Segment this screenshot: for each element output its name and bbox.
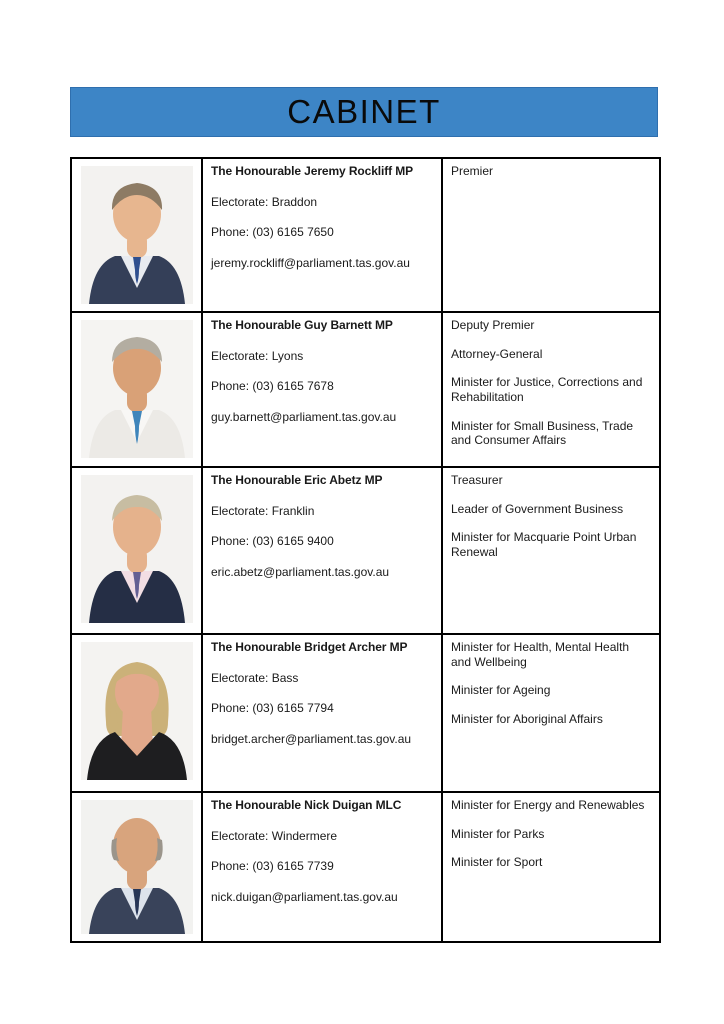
member-photo-cell: [71, 634, 202, 792]
table-row: [71, 158, 660, 312]
member-electorate: Electorate: Windermere: [211, 828, 338, 843]
member-portrait: [81, 800, 193, 934]
member-phone: Phone: (03) 6165 9400: [211, 534, 334, 549]
member-electorate: Electorate: Bass: [211, 670, 299, 685]
member-email: bridget.archer@parliament.tas.gov.au: [211, 731, 412, 746]
member-email: jeremy.rockliff@parliament.tas.gov.au: [211, 255, 410, 270]
member-phone: Phone: (03) 6165 7678: [211, 379, 334, 394]
member-email: guy.barnett@parliament.tas.gov.au: [211, 409, 397, 424]
member-role: Minister for Energy and Renewables: [451, 798, 645, 812]
member-name: The Honourable Guy Barnett MP: [211, 318, 393, 332]
member-role: Minister for Aboriginal Affairs: [451, 711, 603, 726]
member-role: Minister for Justice, Corrections and Rehabilitation: [451, 375, 643, 404]
member-phone: Phone: (03) 6165 7739: [211, 859, 334, 874]
member-portrait: [81, 166, 193, 304]
member-details-cell: [202, 634, 442, 792]
member-portrait: [81, 642, 193, 780]
member-role: Deputy Premier: [451, 318, 535, 332]
member-name: The Honourable Bridget Archer MP: [211, 640, 408, 654]
member-role: Minister for Health, Mental Health and Wellbeing: [451, 640, 630, 669]
table-row: [71, 792, 660, 942]
member-portrait: [81, 475, 193, 623]
member-name: The Honourable Eric Abetz MP: [211, 473, 383, 487]
table-row: [71, 312, 660, 467]
page-title: CABINET: [287, 93, 441, 130]
member-email: eric.abetz@parliament.tas.gov.au: [211, 564, 390, 579]
table-row: [71, 467, 660, 634]
member-name: The Honourable Nick Duigan MLC: [211, 798, 402, 812]
member-email: nick.duigan@parliament.tas.gov.au: [211, 889, 398, 904]
member-electorate: Electorate: Lyons: [211, 348, 304, 363]
member-role: Premier: [451, 164, 494, 178]
member-roles-cell: [442, 312, 660, 467]
member-photo-cell: [71, 467, 202, 634]
member-role: Minister for Small Business, Trade and Consumer Affairs: [451, 418, 634, 448]
member-details-cell: [202, 792, 442, 942]
member-role: Treasurer: [451, 473, 503, 487]
member-portrait: [81, 320, 193, 458]
member-details-cell: [202, 467, 442, 634]
member-details-cell: [202, 312, 442, 467]
member-photo-cell: [71, 312, 202, 467]
member-details-cell: [202, 158, 442, 312]
member-electorate: Electorate: Franklin: [211, 503, 315, 518]
member-role: Minister for Macquarie Point Urban Renewal: [451, 530, 637, 559]
member-roles-cell: [442, 792, 660, 942]
member-photo-cell: [71, 792, 202, 942]
member-role: Leader of Government Business: [451, 501, 624, 516]
cabinet-table: [70, 157, 661, 943]
member-electorate: Electorate: Braddon: [211, 194, 318, 209]
member-photo-cell: [71, 158, 202, 312]
cabinet-header-bar: [70, 87, 658, 137]
member-name: The Honourable Jeremy Rockliff MP: [211, 164, 414, 178]
member-phone: Phone: (03) 6165 7794: [211, 701, 334, 716]
table-row: [71, 634, 660, 792]
member-role: Minister for Ageing: [451, 683, 551, 698]
head-shape: [113, 818, 161, 874]
member-roles-cell: [442, 634, 660, 792]
member-role: Attorney-General: [451, 346, 543, 361]
member-roles-cell: [442, 467, 660, 634]
member-roles-cell: [442, 158, 660, 312]
member-role: Minister for Sport: [451, 855, 543, 870]
member-phone: Phone: (03) 6165 7650: [211, 225, 334, 240]
member-role: Minister for Parks: [451, 826, 545, 841]
